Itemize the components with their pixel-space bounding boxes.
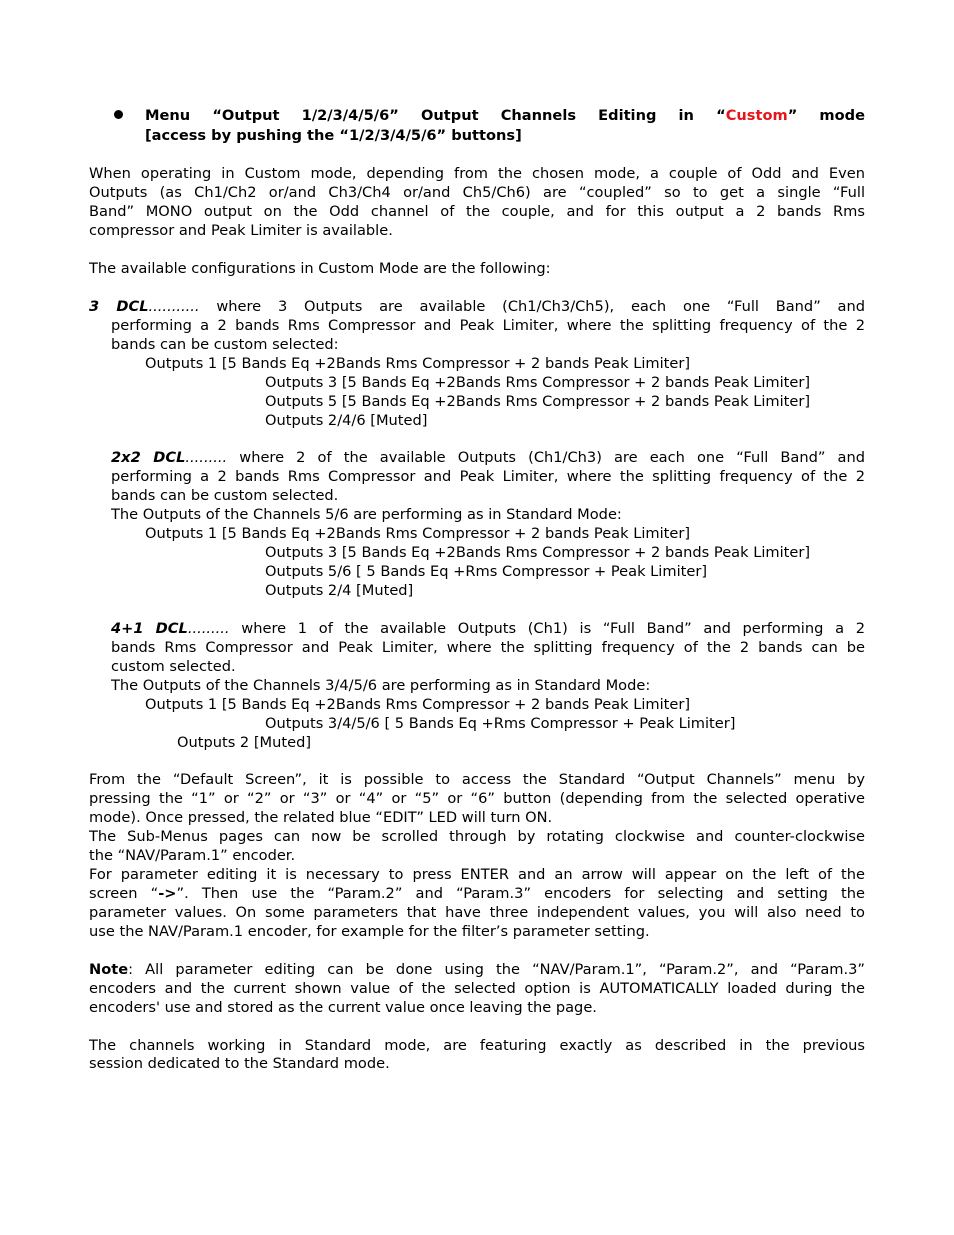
access-line-arrow: screen “->”. Then use the “Param.2” and “Param.3” encoders for selecting and setting the	[89, 885, 865, 902]
section-heading-line-1: Menu “Output 1/2/3/4/5/6” Output Channels Editing in “Custom” mode	[145, 107, 866, 124]
dcl3-line: performing a 2 bands Rms Compressor and Peak Limiter, where the splitting frequency of the 2	[111, 317, 865, 334]
dcl3-label: 3 DCL	[89, 298, 149, 315]
dcl2x2-output: Outputs 2/4 [Muted]	[265, 582, 414, 599]
access-line: mode). Once pressed, the related blue “EDIT” LED will turn ON.	[89, 809, 553, 826]
dcl2x2-line: performing a 2 bands Rms Compressor and Peak Limiter, where the splitting frequency of the 2	[111, 468, 865, 485]
intro-line: compressor and Peak Limiter is available.	[89, 222, 393, 239]
dcl41-line: The Outputs of the Channels 3/4/5/6 are performing as in Standard Mode:	[111, 677, 651, 694]
access-line: pressing the “1” or “2” or “3” or “4” or “5” or “6” button (depending from the selected operative	[89, 790, 865, 807]
dcl2x2-label: 2x2 DCL	[111, 449, 186, 466]
intro-line: Band” MONO output on the Odd channel of the couple, and for this output a 2 bands Rms	[89, 203, 865, 220]
closing-line: The channels working in Standard mode, are featuring exactly as described in the previous	[89, 1037, 865, 1054]
access-line: The Sub-Menus pages can now be scrolled through by rotating clockwise and counter-clockwise	[89, 828, 865, 845]
dcl3-output: Outputs 1 [5 Bands Eq +2Bands Rms Compressor + 2 bands Peak Limiter]	[145, 355, 691, 372]
available-configs-text: The available configurations in Custom Mode are the following:	[89, 260, 551, 277]
dcl2x2-line: bands can be custom selected.	[111, 487, 339, 504]
dcl41-output: Outputs 2 [Muted]	[177, 734, 312, 751]
closing-line: session dedicated to the Standard mode.	[89, 1055, 390, 1072]
dcl3-line-1: 3 DCL........... where 3 Outputs are available (Ch1/Ch3/Ch5), each one “Full Band” and	[89, 298, 866, 315]
intro-line: Outputs (as Ch1/Ch2 or/and Ch3/Ch4 or/and Ch5/Ch6) are “coupled” so to get a single “Full	[89, 184, 865, 201]
dcl2x2-line: The Outputs of the Channels 5/6 are performing as in Standard Mode:	[111, 506, 622, 523]
note-label: Note	[89, 961, 129, 978]
dcl41-output: Outputs 1 [5 Bands Eq +2Bands Rms Compressor + 2 bands Peak Limiter]	[145, 696, 691, 713]
intro-line: When operating in Custom mode, depending from the chosen mode, a couple of Odd and Even	[89, 165, 865, 182]
section-heading-line-2: [access by pushing the “1/2/3/4/5/6” buttons]	[145, 127, 522, 144]
dcl41-label: 4+1 DCL	[111, 620, 188, 637]
dcl41-line-1: 4+1 DCL......... where 1 of the available Outputs (Ch1) is “Full Band” and performing a 2	[111, 620, 865, 637]
dcl41-output: Outputs 3/4/5/6 [ 5 Bands Eq +Rms Compressor + Peak Limiter]	[265, 715, 736, 732]
dcl3-output: Outputs 2/4/6 [Muted]	[265, 412, 428, 429]
access-line: use the NAV/Param.1 encoder, for example for the filter’s parameter setting.	[89, 923, 650, 940]
dcl2x2-output: Outputs 1 [5 Bands Eq +2Bands Rms Compressor + 2 bands Peak Limiter]	[145, 525, 691, 542]
note-line: encoders' use and stored as the current value once leaving the page.	[89, 999, 597, 1016]
note-line: encoders and the current shown value of the selected option is AUTOMATICALLY loaded during the	[89, 980, 865, 997]
note-line-1: Note: All parameter editing can be done using the “NAV/Param.1”, “Param.2”, and “Param.3”	[89, 961, 865, 978]
arrow-symbol: ->	[158, 885, 177, 902]
dcl3-line: bands can be custom selected:	[111, 336, 339, 353]
dcl2x2-line-1: 2x2 DCL......... where 2 of the available Outputs (Ch1/Ch3) are each one “Full Band” and	[111, 449, 865, 466]
dcl3-output: Outputs 5 [5 Bands Eq +2Bands Rms Compressor + 2 bands Peak Limiter]	[265, 393, 811, 410]
custom-mode-highlight: Custom	[725, 107, 788, 124]
dcl41-line: custom selected.	[111, 658, 236, 675]
access-line: For parameter editing it is necessary to press ENTER and an arrow will appear on the left of the	[89, 866, 865, 883]
dcl3-output: Outputs 3 [5 Bands Eq +2Bands Rms Compressor + 2 bands Peak Limiter]	[265, 374, 811, 391]
access-line: From the “Default Screen”, it is possible to access the Standard “Output Channels” menu by	[89, 771, 865, 788]
dcl41-line: bands Rms Compressor and Peak Limiter, where the splitting frequency of the 2 bands can be	[111, 639, 865, 656]
dcl2x2-output: Outputs 5/6 [ 5 Bands Eq +Rms Compressor + Peak Limiter]	[265, 563, 708, 580]
access-line: parameter values. On some parameters that have three independent values, you will also need to	[89, 904, 865, 921]
bullet-icon	[114, 110, 123, 119]
dcl2x2-output: Outputs 3 [5 Bands Eq +2Bands Rms Compressor + 2 bands Peak Limiter]	[265, 544, 811, 561]
access-line: the “NAV/Param.1” encoder.	[89, 847, 296, 864]
